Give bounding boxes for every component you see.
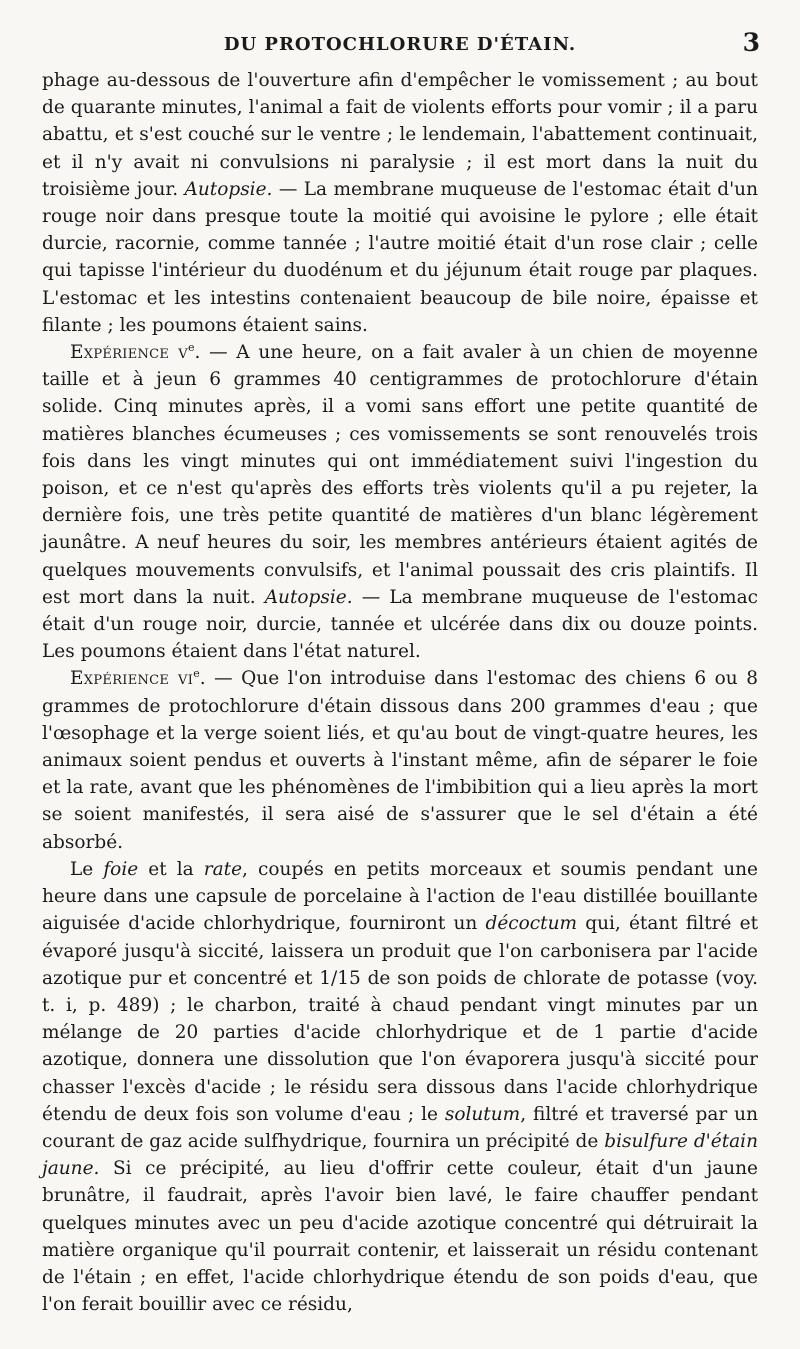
paragraph-procedure xyxy=(42,856,758,1318)
paragraph-experience-5 xyxy=(42,339,758,665)
running-head xyxy=(40,28,760,60)
ordinal-superscript: e xyxy=(193,667,200,681)
text-run: , coupés en petits morceaux et soumis pendant une heure dans une capsule de porcelaine à l'action de l'eau distillée bouillante aiguisée d'acide chlorhydrique, fourniront un xyxy=(42,858,758,935)
text-run: — La membrane muqueuse de l'estomac était d'un rouge noir, durcie, tannée et ulcérée dans dix ou douze points. Les poumons étaient dans l'état naturel. xyxy=(42,586,758,663)
ordinal-superscript: e xyxy=(187,340,195,354)
text-run: . — A une heure, on a fait avaler à un chien de moyenne taille et à jeun 6 grammes 40 centigrammes de protochlorure d'étain solide. Cinq minutes après, il a vomi sans effort une petite quantité de matières blanches écumeuses ; ces vomissements se sont renouvelés trois fois dans les vingt minutes qui ont immédiatement suivi l'ingestion du poison, et ce n'est qu'après des efforts très violents qu'il a pu rejeter, la dernière fois, une très petite quantité de matières d'un blanc légèrement jaunâtre. A neuf heures du soir, les membres antérieurs étaient agités de quelques mouvements convulsifs, et l'animal poussait des cris plaintifs. Il est mort dans la nuit. xyxy=(42,342,759,608)
text-run: phage au-dessous de l'ouverture afin d'empêcher le vomissement ; au bout de quarante minutes, l'animal a fait de violents efforts pour vomir ; il a paru abattu, et s'est couché sur le ventre ; le lendemain, l'abattement continuait, et il n'y avait ni convulsions ni paralysie ; il est mort dans la nuit du troisième jour. xyxy=(42,70,758,200)
italic-term: rate xyxy=(203,858,243,880)
text-run: et la xyxy=(138,858,204,880)
paragraph-continuation xyxy=(42,67,758,339)
text-run: qui, étant filtré et évaporé jusqu'à siccité, laissera un produit que l'on carbonisera par l'acide azotique pur et concentré et 1/15 de son poids de chlorate de potasse (voy. t. i, p. 489) ; le charbon, traité à chaud pendant vingt minutes par un mélange de 20 parties d'acide chlorhydrique et de 1 partie d'acide azotique, donnera une dissolution que l'on évaporera jusqu'à siccité pour chasser l'excès d'acide ; le résidu sera dissous dans l'acide chlorhydrique étendu de deux fois son volume d'eau ; le xyxy=(42,913,758,1125)
text-run: Si ce précipité, au lieu d'offrir cette couleur, était d'un jaune brunâtre, il faudrait, après l'avoir bien lavé, le faire chauffer pendant quelques minutes avec un peu d'acide azotique concentré qui détruirait la matière organique qu'il pourrait contenir, et laisserait un résidu contenant de l'étain ; en effet, l'acide chlorhydrique étendu de son poids d'eau, que l'on ferait bouillir avec ce résidu, xyxy=(42,1158,758,1316)
italic-term: bisulfure d'étain jaune. xyxy=(42,1130,758,1180)
experience-heading: Expérience v xyxy=(70,342,188,364)
italic-term: foie xyxy=(103,858,139,880)
text-run: . — Que l'on introduise dans l'estomac des chiens 6 ou 8 grammes de protochlorure d'étain dissous dans 200 grammes d'eau ; que l'œsophage et la verge soient liés, et qu'au bout de vingt-quatre heures, les animaux soient pendus et ouverts à l'instant même, afin de séparer le foie et la rate, avant que les phénomènes de l'imbibition qui a lieu après la mort se soient manifestés, il sera aisé de s'assurer que le sel d'étain a été absorbé. xyxy=(42,668,758,853)
paragraph-experience-6 xyxy=(42,665,758,855)
italic-term: décoctum xyxy=(485,913,578,935)
experience-heading: Expérience vi xyxy=(70,668,194,690)
body-text xyxy=(42,67,758,1318)
autopsie-label: Autopsie. xyxy=(264,586,353,608)
italic-term: solutum xyxy=(444,1103,521,1125)
text-run: — La membrane muqueuse de l'estomac était d'un rouge noir dans presque toute la moitié qui avoisine le pylore ; elle était durcie, racornie, comme tannée ; l'autre moitié était d'un rose clair ; celle qui tapisse l'intérieur du duodénum et du jéjunum était rouge par plaques. L'estomac et les intestins contenaient beaucoup de bile noire, épaisse et filante ; les poumons étaient sains. xyxy=(42,178,758,336)
text-run: Le xyxy=(70,858,104,880)
text-run: , filtré et traversé par un courant de gaz acide sulfhydrique, fournira un précipité de xyxy=(42,1103,759,1152)
page-number: 3 xyxy=(742,28,760,57)
autopsie-label: Autopsie. xyxy=(184,178,273,200)
running-title: DU PROTOCHLORURE D'ÉTAIN. xyxy=(223,34,577,55)
